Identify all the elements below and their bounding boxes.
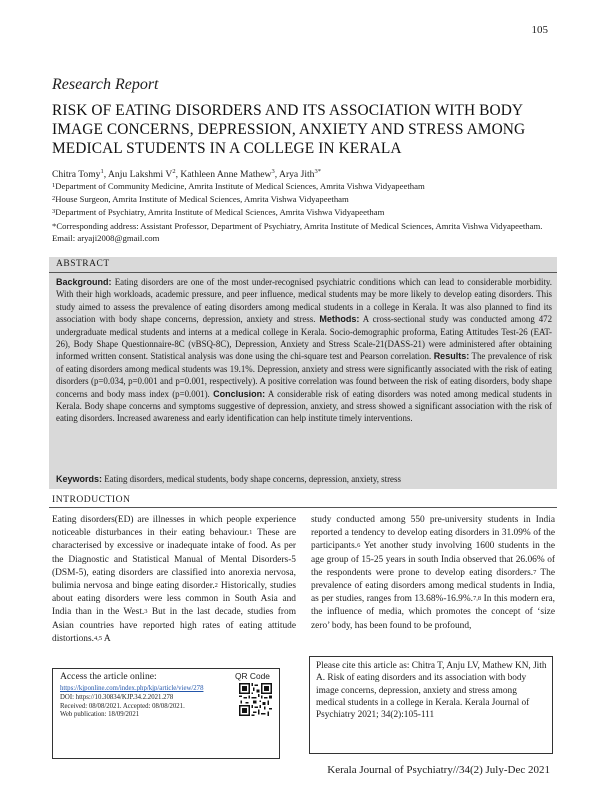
article-link[interactable]: https://kjponline.com/index.php/kjp/article/view/278	[60, 685, 204, 692]
affiliation-mark: 3	[52, 208, 56, 215]
citation-mark: 7,8	[473, 595, 482, 603]
keywords-label: Keywords:	[56, 474, 103, 484]
intro-text: Eating disorders(ED) are illnesses in which people experience noticeable disturbances in their eating behaviour.	[52, 515, 296, 539]
affiliation-text: Department of Community Medicine, Amrita Institute of Medical Sciences, Amrita Vishwa Vidyapeetham	[55, 181, 425, 191]
affiliation-2	[52, 194, 562, 206]
citation-text: Please cite this article as: Chitra T, Anju LV, Mathew KN, Jith A. Risk of eating disorders and its association with body image concerns, depression, anxiety and stress among medical students in a college in Kerala. Kerala Journal of Psychiatry 2021; 34(2):105-111	[316, 661, 547, 721]
introduction-heading: INTRODUCTION	[52, 494, 131, 505]
web-publication-text: Web publication: 18/09/2021	[60, 711, 140, 719]
report-type: Research Report	[52, 76, 159, 93]
corresponding-address: *Corresponding address: Assistant Professor, Department of Psychiatry, Amrita Institute of Medical Sciences, Amrita Vishwa Vidyapeetham. Email: aryaji2008@gmail.com	[52, 221, 543, 243]
intro-text: Historically, studies about eating disorders were less common in South Asia and India than in the West.	[52, 581, 296, 618]
author-name: Arya Jith	[279, 169, 315, 180]
conclusion-label: Conclusion:	[213, 388, 266, 399]
intro-text: The prevalence of eating disorders among medical students in India, as per studies, ranges from 13.68%-16.9%.	[311, 567, 555, 605]
intro-text: Yet another study involving 1600 students in the age group of 15-25 years in south India observed that 26.06% of the respondents were prone to develop eating disorders.	[311, 541, 555, 578]
results-label: Results:	[433, 351, 470, 362]
journal-footer: Kerala Journal of Psychiatry//34(2) July-Dec 2021	[327, 764, 550, 776]
author-list	[52, 169, 321, 180]
affiliation-mark: 2	[52, 195, 56, 202]
introduction-left-column	[52, 514, 296, 646]
citation-mark: 2	[214, 582, 218, 590]
intro-text: These are characterised by excessive or inadequate intake of food. As per the Diagnostic and Statistical Manual of Mental Disorders-5 (DSM-5), eating disorders are classified into anorexia nervosa, bulimia nervosa and binge eating disorder.	[52, 528, 296, 592]
affiliation-mark: 1	[52, 182, 56, 189]
affiliation-text: House Surgeon, Amrita Institute of Medical Sciences, Amrita Vishwa Vidyapeetham	[55, 194, 349, 204]
qr-code-icon	[239, 683, 272, 716]
author-affiliation-mark: 2	[172, 168, 176, 175]
affiliation-3	[52, 207, 562, 219]
background-label: Background:	[56, 277, 112, 287]
author-separator: ,	[175, 169, 181, 180]
online-access-title: Access the article online:	[60, 671, 157, 682]
qr-code-label: QR Code	[235, 671, 270, 681]
introduction-right-column	[311, 514, 555, 633]
citation-mark: 3	[144, 608, 148, 616]
affiliation-text: Department of Psychiatry, Amrita Institute of Medical Sciences, Amrita Vishwa Vidyapeetham	[55, 207, 385, 217]
intro-text: But in the last decade, studies from Asian countries have reported high rates of eating attitude distortions.	[52, 607, 296, 644]
abstract-body	[56, 276, 552, 425]
author-name: Kathleen Anne Mathew	[180, 169, 272, 180]
abstract-heading: ABSTRACT	[56, 259, 110, 269]
author-affiliation-mark: 1	[100, 168, 104, 175]
author-name: Chitra Tomy	[52, 169, 101, 180]
author-separator: ,	[103, 169, 108, 180]
background-text: Eating disorders are one of the most under-recognised psychiatric conditions which can lead to considerable morbidity. With their high workloads, academic pressure, and peer influence, medical students may be more likely to develop eating disorders. This study aimed to assess the prevalence of eating disorders among medical students in a college in Kerala. It was also planned to find its association with body shape concerns, depression, anxiety and stress.	[56, 277, 552, 325]
methods-text: A cross-sectional study was conducted among 472 undergraduate medical students and interns at a medical college in Kerala. Socio-demographic proforma, Eating Attitudes Test-26 (EAT-26), Body Shape Questionnaire-8C (vBSQ-8C), Depression, Anxiety and Stress Scale-21(DASS-21) were administered after obtaining informed written consent. Statistical analysis was done using the chi-square test and Pearson correlation.	[56, 314, 553, 362]
author-affiliation-mark: 3	[271, 168, 275, 175]
keywords-text: Eating disorders, medical students, body shape concerns, depression, anxiety, stress	[102, 474, 401, 484]
dates-text: Received: 08/08/2021. Accepted: 08/08/2021.	[60, 702, 185, 710]
keywords	[56, 474, 552, 484]
methods-label: Methods:	[319, 314, 360, 325]
citation-mark: 4,5	[93, 634, 103, 642]
affiliation-1	[52, 181, 562, 193]
page-number: 105	[531, 24, 548, 36]
introduction-divider	[49, 507, 557, 508]
author-name: Anju Lakshmi V	[107, 169, 173, 180]
citation-mark: 1	[249, 529, 253, 537]
citation-mark: 7	[533, 568, 537, 576]
doi-text: DOI: https://10.30834/KJP.34.2.2021.278	[60, 693, 174, 701]
intro-text: study conducted among 550 pre-university students in India reported a tendency to develop eating disorders in 31.09% of the participants.	[311, 515, 555, 552]
online-access-details	[60, 685, 225, 720]
conclusion-text: A considerable risk of eating disorders was noted among medical students in Kerala. Body shape concerns and symptoms suggestive of depression, anxiety, and stress showed a significant association with the risk of eating disorders. Increased awareness and early identification can help institute timely interventions.	[56, 388, 552, 424]
citation-mark: 6	[357, 542, 361, 550]
author-separator: ,	[274, 169, 280, 180]
intro-text: A	[102, 633, 111, 644]
author-affiliation-mark: 3*	[314, 168, 321, 175]
intro-text: In this modern era, the influence of media, which promotes the concept of ‘size zero’ body, has been found to be profound,	[311, 594, 555, 631]
article-title: RISK OF EATING DISORDERS AND ITS ASSOCIATION WITH BODY IMAGE CONCERNS, DEPRESSION, ANXIETY AND STRESS AMONG MEDICAL STUDENTS IN A COLLEGE IN KERALA	[52, 102, 526, 157]
results-text: The prevalence of risk of eating disorders among medical students was 19.1%. Depression, anxiety and stress were significantly associated with the risk of eating disorders (p=0.034, p=0.001 and p=0.001, respectively). A positive correlation was found between the risk of eating disorders, body shape concerns and body mass index (p=0.001).	[56, 351, 553, 399]
abstract-divider	[49, 272, 557, 273]
